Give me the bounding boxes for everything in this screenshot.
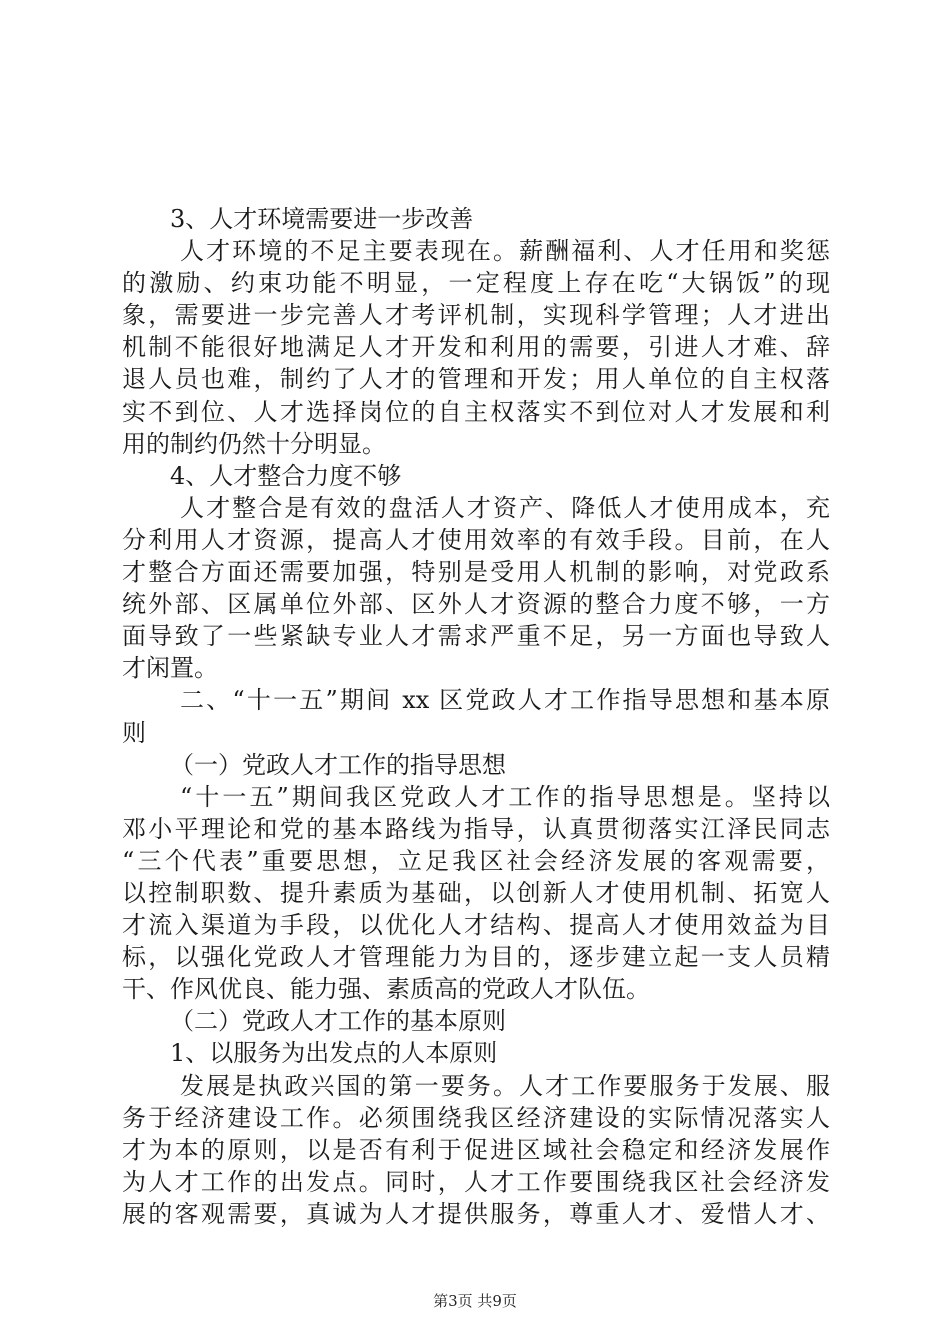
text-line: 展的客观需要，真诚为人才提供服务，尊重人才、爱惜人才、 xyxy=(122,1199,830,1228)
text-line: 才流入渠道为手段，以优化人才结构、提高人才使用效益为目 xyxy=(122,911,830,940)
text-line: （一）党政人才工作的指导思想 xyxy=(170,750,506,779)
text-line: 人才环境的不足主要表现在。薪酬福利、人才任用和奖惩 xyxy=(180,237,830,266)
text-line: 干、作风优良、能力强、素质高的党政人才队伍。 xyxy=(122,975,650,1004)
text-line: 机制不能很好地满足人才开发和利用的需要，引进人才难、辞 xyxy=(122,333,830,362)
text-line: 统外部、区属单位外部、区外人才资源的整合力度不够，一方 xyxy=(122,590,830,619)
text-line: 4、人才整合力度不够 xyxy=(170,461,402,490)
text-line: 象，需要进一步完善人才考评机制，实现科学管理；人才进出 xyxy=(122,301,830,330)
text-line: 则 xyxy=(122,718,146,747)
text-line: 的激励、约束功能不明显，一定程度上存在吃“大锅饭”的现 xyxy=(122,269,830,298)
text-line: 面导致了一些紧缺专业人才需求严重不足，另一方面也导致人 xyxy=(122,622,830,651)
text-line: 分利用人才资源，提高人才使用效率的有效手段。目前，在人 xyxy=(122,525,830,554)
text-line: 以控制职数、提升素质为基础，以创新人才使用机制、拓宽人 xyxy=(122,878,830,907)
text-line: 1、以服务为出发点的人本原则 xyxy=(170,1039,498,1068)
document-body xyxy=(122,203,830,1230)
text-line: 邓小平理论和党的基本路线为指导，认真贯彻落实江泽民同志 xyxy=(122,814,830,843)
text-line: 为人才工作的出发点。同时，人才工作要围绕我区社会经济发 xyxy=(122,1167,830,1196)
text-line: 才整合方面还需要加强，特别是受用人机制的影响，对党政系 xyxy=(122,558,830,587)
text-line: 二、“十一五”期间 xx 区党政人才工作指导思想和基本原 xyxy=(180,686,830,715)
text-line: 才为本的原则，以是否有利于促进区域社会稳定和经济发展作 xyxy=(122,1135,830,1164)
text-line: 3、人才环境需要进一步改善 xyxy=(170,205,474,233)
text-line: 务于经济建设工作。必须围绕我区经济建设的实际情况落实人 xyxy=(122,1103,830,1132)
text-line: （二）党政人才工作的基本原则 xyxy=(170,1007,506,1036)
text-line: 实不到位、人才选择岗位的自主权落实不到位对人才发展和利 xyxy=(122,397,830,426)
text-line: 才闲置。 xyxy=(122,654,218,683)
text-line: “三个代表”重要思想，立足我区社会经济发展的客观需要， xyxy=(122,846,830,875)
text-line: 人才整合是有效的盘活人才资产、降低人才使用成本，充 xyxy=(180,493,830,522)
text-line: 标，以强化党政人才管理能力为目的，逐步建立起一支人员精 xyxy=(122,943,830,972)
text-line: “十一五”期间我区党政人才工作的指导思想是。坚持以 xyxy=(180,782,830,811)
page-footer: 第3页 共9页 xyxy=(433,1292,517,1310)
text-line: 用的制约仍然十分明显。 xyxy=(122,429,386,458)
text-line: 退人员也难，制约了人才的管理和开发；用人单位的自主权落 xyxy=(122,365,830,394)
text-line: 发展是执政兴国的第一要务。人才工作要服务于发展、服 xyxy=(180,1071,830,1100)
